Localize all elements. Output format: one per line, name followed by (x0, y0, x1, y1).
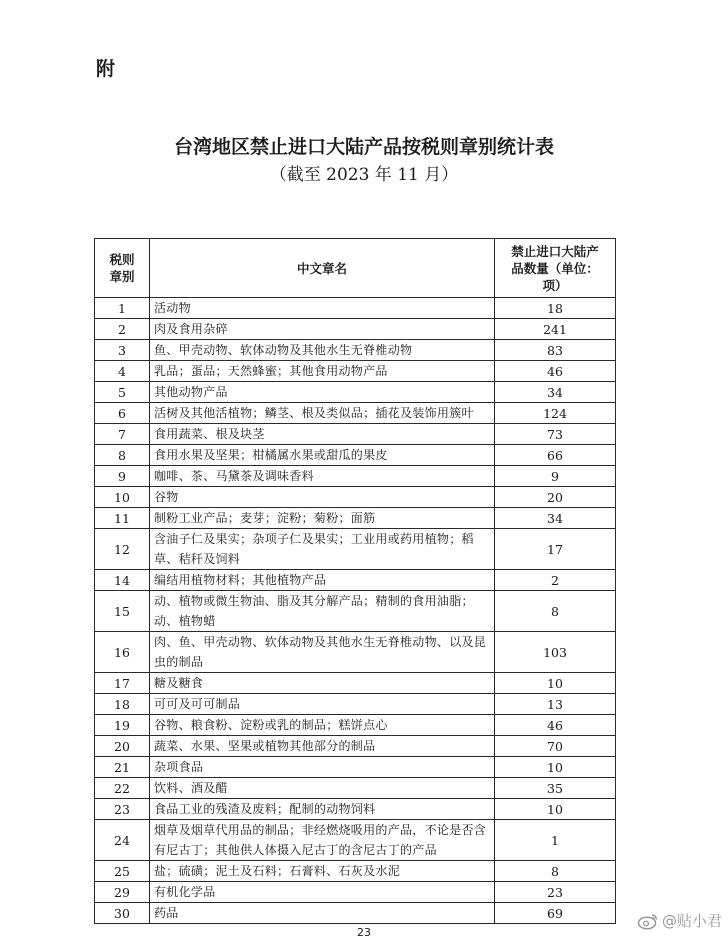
chapter-name-cell: 活树及其他活植物；鳞茎、根及类似品；插花及装饰用簇叶 (150, 403, 495, 424)
page-title: 台湾地区禁止进口大陆产品按税则章别统计表 (173, 136, 554, 158)
page-number: 23 (357, 926, 371, 939)
count-cell: 70 (495, 736, 616, 757)
table-row (95, 570, 616, 591)
table-row (95, 715, 616, 736)
chapter-name-cell: 制粉工业产品；麦芽；淀粉；菊粉；面筋 (150, 508, 495, 529)
chapter-cell: 16 (95, 632, 150, 673)
chapter-cell: 29 (95, 882, 150, 903)
watermark-text: @贴小君 (661, 912, 722, 930)
table-row (95, 382, 616, 403)
count-cell: 241 (495, 319, 616, 340)
count-cell: 124 (495, 403, 616, 424)
table-row (95, 340, 616, 361)
watermark (637, 910, 722, 931)
appendix-label: 附 (96, 58, 116, 80)
count-cell: 17 (495, 529, 616, 570)
chapter-name-cell: 盐；硫磺；泥土及石料；石膏料、石灰及水泥 (150, 861, 495, 882)
header-count-label: 禁止进口大陆产品数量（单位：项） (511, 243, 599, 293)
chapter-name-cell: 动、植物或微生物油、脂及其分解产品；精制的食用油脂；动、植物蜡 (150, 591, 495, 632)
table-row (95, 861, 616, 882)
header-chapter (95, 239, 150, 298)
table-row (95, 298, 616, 319)
count-cell: 23 (495, 882, 616, 903)
table-row (95, 757, 616, 778)
table-row (95, 673, 616, 694)
table-row (95, 736, 616, 757)
statistics-table (94, 238, 616, 924)
count-cell: 69 (495, 903, 616, 924)
chapter-cell: 11 (95, 508, 150, 529)
chapter-name-cell: 谷物、粮食粉、淀粉或乳的制品；糕饼点心 (150, 715, 495, 736)
count-cell: 10 (495, 757, 616, 778)
chapter-name-cell: 肉、鱼、甲壳动物、软体动物及其他水生无脊椎动物、以及昆虫的制品 (150, 632, 495, 673)
count-cell: 46 (495, 361, 616, 382)
chapter-cell: 9 (95, 466, 150, 487)
chapter-name-cell: 编结用植物材料；其他植物产品 (150, 570, 495, 591)
chapter-cell: 5 (95, 382, 150, 403)
chapter-name-cell: 其他动物产品 (150, 382, 495, 403)
count-cell: 13 (495, 694, 616, 715)
table-row (95, 632, 616, 673)
chapter-cell: 18 (95, 694, 150, 715)
count-cell: 66 (495, 445, 616, 466)
chapter-name-cell: 活动物 (150, 298, 495, 319)
table-row (95, 694, 616, 715)
chapter-cell: 14 (95, 570, 150, 591)
table-row (95, 403, 616, 424)
count-cell: 83 (495, 340, 616, 361)
count-cell: 9 (495, 466, 616, 487)
count-cell: 10 (495, 799, 616, 820)
table-row (95, 529, 616, 570)
weibo-icon (637, 912, 659, 930)
table-row (95, 445, 616, 466)
chapter-cell: 15 (95, 591, 150, 632)
chapter-name-cell: 饮料、酒及醋 (150, 778, 495, 799)
chapter-cell: 2 (95, 319, 150, 340)
table-row (95, 778, 616, 799)
chapter-name-cell: 蔬菜、水果、坚果或植物其他部分的制品 (150, 736, 495, 757)
chapter-name-cell: 咖啡、茶、马黛茶及调味香料 (150, 466, 495, 487)
chapter-cell: 7 (95, 424, 150, 445)
count-cell: 2 (495, 570, 616, 591)
chapter-name-cell: 食用水果及坚果；柑橘属水果或甜瓜的果皮 (150, 445, 495, 466)
table-row (95, 799, 616, 820)
table-body (95, 298, 616, 924)
page-subtitle: （截至 2023 年 11 月） (269, 165, 459, 185)
chapter-cell: 3 (95, 340, 150, 361)
table-row (95, 466, 616, 487)
table-row (95, 820, 616, 861)
table-row (95, 487, 616, 508)
table-row (95, 882, 616, 903)
chapter-cell: 21 (95, 757, 150, 778)
table-header-row (95, 239, 616, 298)
count-cell: 34 (495, 382, 616, 403)
chapter-cell: 6 (95, 403, 150, 424)
count-cell: 34 (495, 508, 616, 529)
header-chapter-label: 税则章别 (109, 252, 135, 284)
chapter-name-cell: 含油子仁及果实；杂项子仁及果实；工业用或药用植物；稻草、秸秆及饲料 (150, 529, 495, 570)
chapter-cell: 1 (95, 298, 150, 319)
chapter-cell: 24 (95, 820, 150, 861)
count-cell: 1 (495, 820, 616, 861)
chapter-name-cell: 糖及糖食 (150, 673, 495, 694)
table-row (95, 319, 616, 340)
table-row (95, 361, 616, 382)
chapter-name-cell: 药品 (150, 903, 495, 924)
table-row (95, 591, 616, 632)
chapter-cell: 8 (95, 445, 150, 466)
table-row (95, 508, 616, 529)
count-cell: 10 (495, 673, 616, 694)
count-cell: 8 (495, 591, 616, 632)
chapter-cell: 20 (95, 736, 150, 757)
count-cell: 46 (495, 715, 616, 736)
chapter-name-cell: 肉及食用杂碎 (150, 319, 495, 340)
chapter-name-cell: 谷物 (150, 487, 495, 508)
count-cell: 8 (495, 861, 616, 882)
chapter-cell: 30 (95, 903, 150, 924)
header-name: 中文章名 (150, 239, 495, 298)
chapter-name-cell: 食用蔬菜、根及块茎 (150, 424, 495, 445)
table-row (95, 424, 616, 445)
count-cell: 103 (495, 632, 616, 673)
chapter-cell: 23 (95, 799, 150, 820)
chapter-cell: 10 (95, 487, 150, 508)
chapter-cell: 17 (95, 673, 150, 694)
chapter-name-cell: 可可及可可制品 (150, 694, 495, 715)
chapter-cell: 25 (95, 861, 150, 882)
chapter-cell: 4 (95, 361, 150, 382)
chapter-name-cell: 有机化学品 (150, 882, 495, 903)
count-cell: 35 (495, 778, 616, 799)
chapter-cell: 22 (95, 778, 150, 799)
count-cell: 18 (495, 298, 616, 319)
chapter-cell: 12 (95, 529, 150, 570)
chapter-name-cell: 烟草及烟草代用品的制品；非经燃烧吸用的产品，不论是否含有尼古丁；其他供人体摄入尼古丁的含尼古丁的产品 (150, 820, 495, 861)
header-count (495, 239, 616, 298)
count-cell: 20 (495, 487, 616, 508)
chapter-name-cell: 鱼、甲壳动物、软体动物及其他水生无脊椎动物 (150, 340, 495, 361)
chapter-name-cell: 乳品；蛋品；天然蜂蜜；其他食用动物产品 (150, 361, 495, 382)
chapter-name-cell: 杂项食品 (150, 757, 495, 778)
count-cell: 73 (495, 424, 616, 445)
chapter-cell: 19 (95, 715, 150, 736)
chapter-name-cell: 食品工业的残渣及废料；配制的动物饲料 (150, 799, 495, 820)
table-row (95, 903, 616, 924)
